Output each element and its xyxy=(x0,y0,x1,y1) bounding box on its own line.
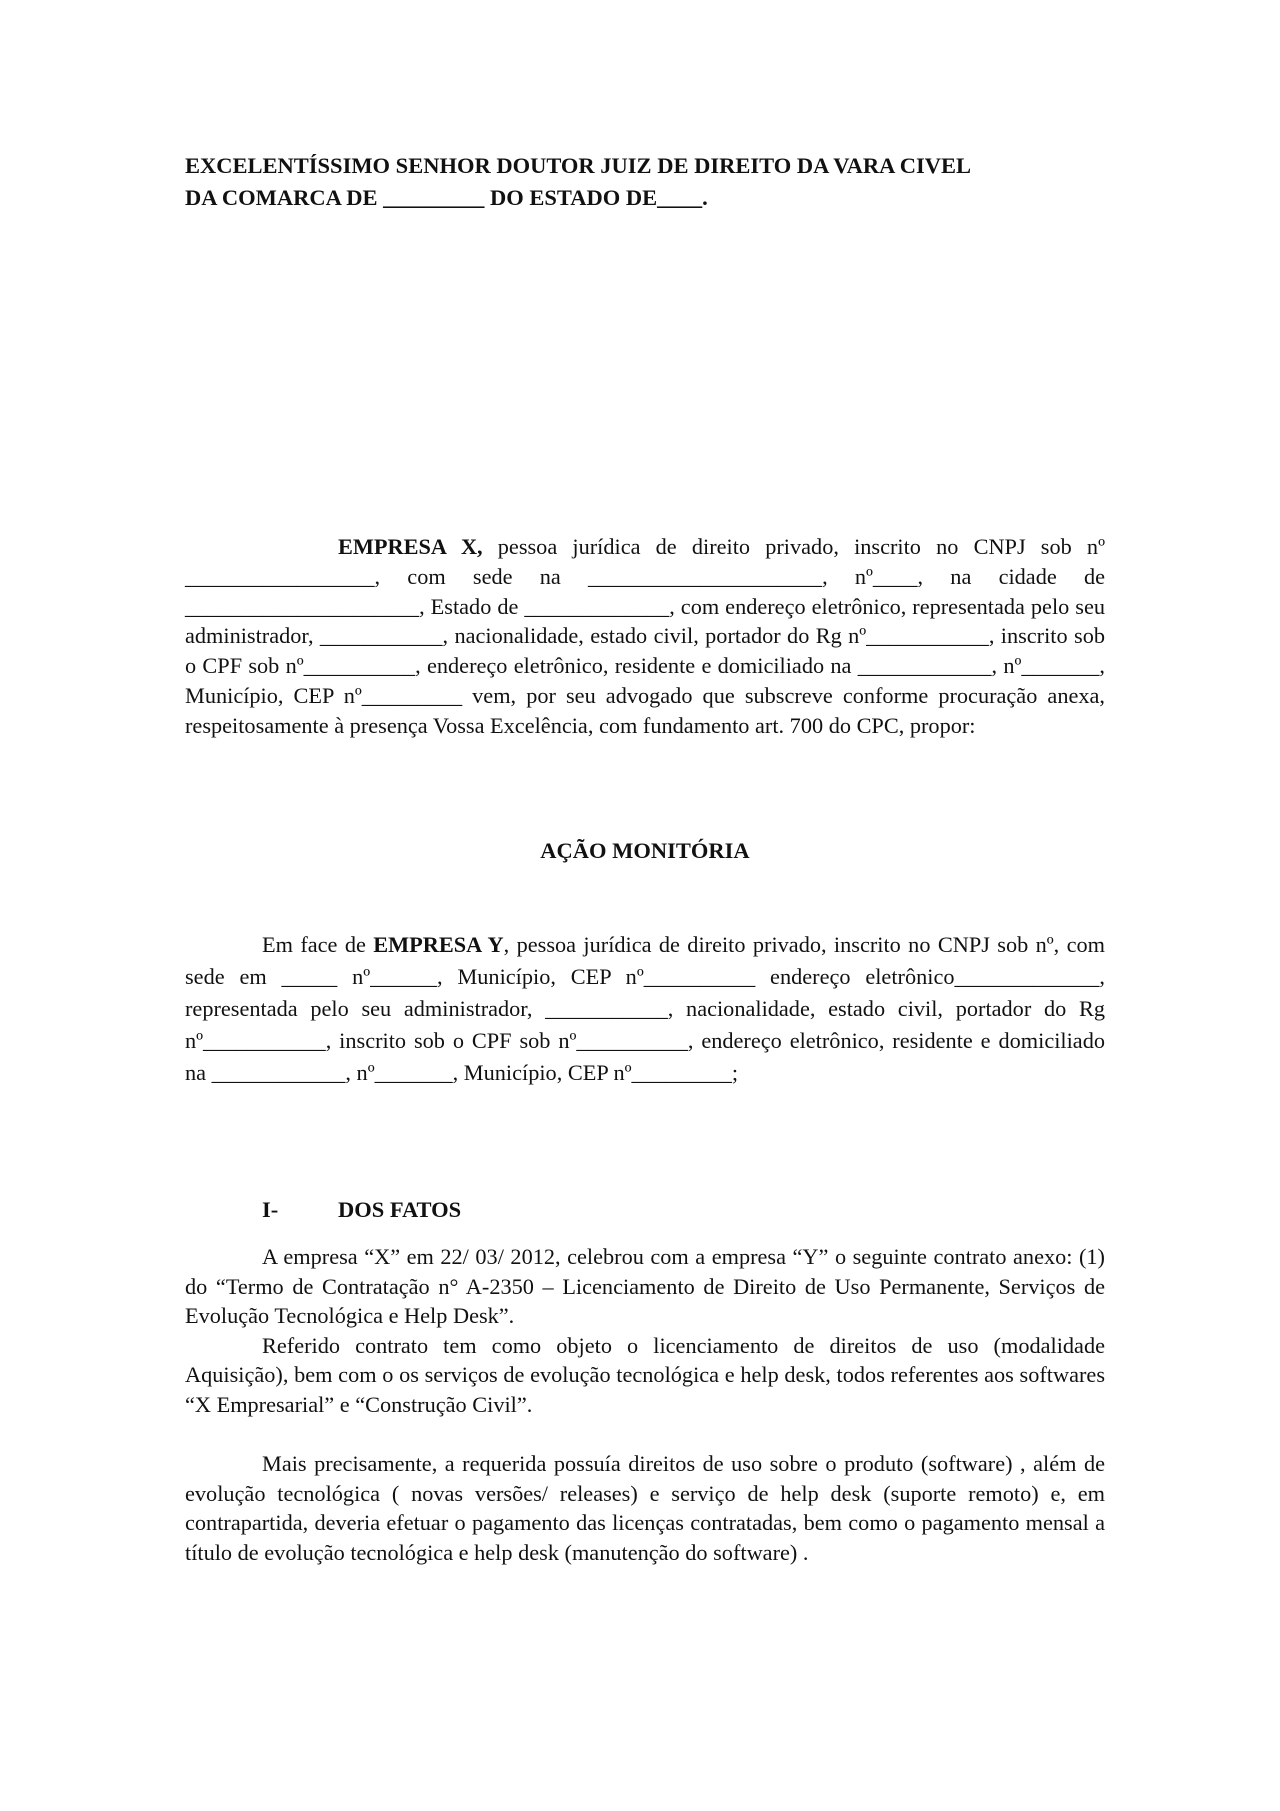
facts-paragraph-1: A empresa “X” em 22/ 03/ 2012, celebrou com a empresa “Y” o seguinte contrato anexo: (1) do “Termo de Contratação n° A-2350 – Licenciamento de Direito de Uso Permanente, Serviços de Evolução Tecnológica e Help Desk”. xyxy=(185,1244,1105,1328)
defendant-name: EMPRESA Y xyxy=(373,932,504,957)
plaintiff-details: pessoa jurídica de direito privado, inscrito no CNPJ sob nº _________________, com sede na _____________________, nº____, na cidade de _____________________, Estado de _____________, com endereço eletrônico, representada pelo seu administrador, ___________, nacionalidade, estado civil, portador do Rg nº___________, inscrito sob o CPF sob nº__________, endereço eletrônico, residente e domiciliado na ____________, nº_______, Município, CEP nº_________ vem, por seu advogado que subscreve conforme procuração anexa, respeitosamente à presença Vossa Excelência, com fundamento art. 700 do CPC, propor: xyxy=(185,534,1105,738)
defendant-qualification xyxy=(185,929,1105,1089)
facts-paragraph-3: Mais precisamente, a requerida possuía direitos de uso sobre o produto (software) , além de evolução tecnológica ( novas versões/ releases) e serviço de help desk (suporte remoto) e, em contrapartida, deveria efetuar o pagamento das licenças contratadas, bem como o pagamento mensal a título de evolução tecnológica e help desk (manutenção do software) . xyxy=(185,1451,1105,1565)
facts-paragraph-2: Referido contrato tem como objeto o licenciamento de direitos de uso (modalidade Aquisição), bem com o os serviços de evolução tecnológica e help desk, todos referentes aos softwares “X Empresarial” e “Construção Civil”. xyxy=(185,1332,1105,1417)
section-number: I- xyxy=(262,1197,279,1222)
court-address-line-1: EXCELENTÍSSIMO SENHOR DOUTOR JUIZ DE DIREITO DA VARA CIVEL xyxy=(185,153,972,178)
section-title: DOS FATOS xyxy=(338,1197,462,1222)
facts-paragraphs xyxy=(185,1242,1105,1419)
court-address-line-2: DA COMARCA DE _________ DO ESTADO DE____. xyxy=(185,185,708,210)
action-title: AÇÃO MONITÓRIA xyxy=(540,838,750,863)
defendant-details: , pessoa jurídica de direito privado, inscrito no CNPJ sob nº, com sede em _____ nº______, Município, CEP nº__________ endereço eletrônico_____________, representada pelo seu administrador, ___________, nacionalidade, estado civil, portador do Rg nº___________, inscrito sob o CPF sob nº__________, endereço eletrônico, residente e domiciliado na ____________, nº_______, Município, CEP nº_________; xyxy=(185,932,1105,1085)
court-address xyxy=(185,150,1105,214)
plaintiff-name: EMPRESA X, xyxy=(338,534,483,559)
plaintiff-qualification xyxy=(185,532,1105,741)
defendant-prefix: Em face de xyxy=(262,932,374,957)
